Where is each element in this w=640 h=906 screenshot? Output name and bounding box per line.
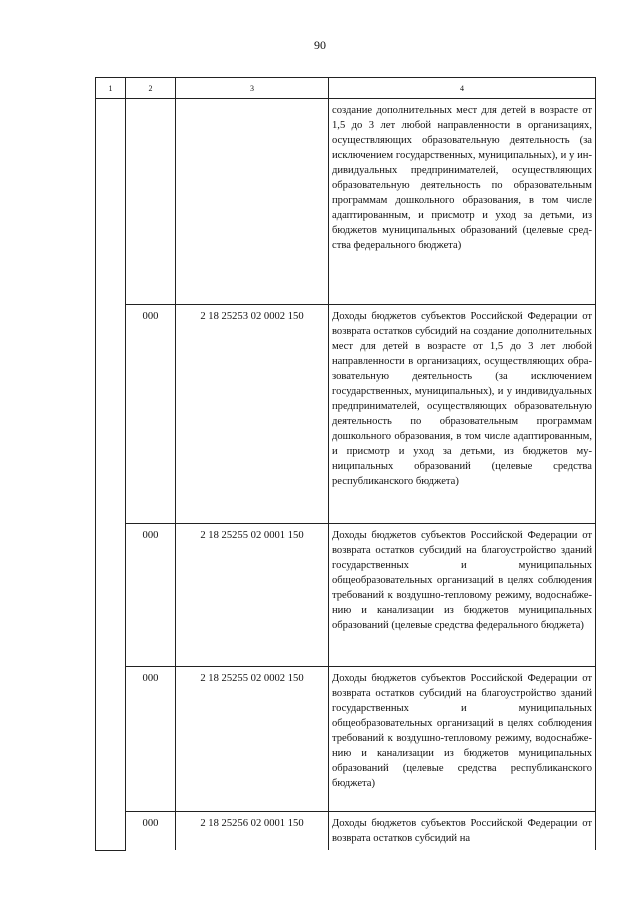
admin-code-cell: 000	[126, 667, 176, 812]
budget-code-cell: 2 18 25256 02 0001 150	[176, 812, 329, 851]
description-cell: Доходы бюджетов субъектов Российской Федерации от возврата остатков субсидий на благоустройство зданий государственных и муниципальных общеобразовательных организаций в целях соблюдения требований к воздушно-тепловому режиму, водоснабжению и канализации из бюджетов муниципальных образований (целевые средства республиканского бюджета)	[329, 667, 596, 812]
description-cell: Доходы бюджетов субъектов Российской Федерации от возврата остатков субсидий на	[329, 812, 596, 851]
page-number: 90	[314, 38, 326, 52]
admin-code-cell: 000	[126, 524, 176, 667]
column-1-empty-cell	[96, 99, 126, 851]
admin-code-cell: 000	[126, 812, 176, 851]
column-header-2: 2	[126, 78, 176, 99]
table-row	[96, 99, 596, 305]
budget-code-cell: 2 18 25255 02 0002 150	[176, 667, 329, 812]
table-row	[96, 667, 596, 812]
budget-revenue-table	[95, 77, 596, 851]
table-header-row	[96, 78, 596, 99]
admin-code-cell: 000	[126, 305, 176, 524]
table-row	[96, 812, 596, 851]
admin-code-cell	[126, 99, 176, 305]
table-row	[96, 305, 596, 524]
description-cell: создание дополнительных мест для детей в возрасте от 1,5 до 3 лет любой направленности в организациях, осуществляющих образовательную деятельность (за исключением государственных, муниципальных), и у индивидуальных предпринимателей, осуществляющих образовательную деятельность по образовательным программам дошкольного образования, в том числе адаптированным, и присмотр и уход за детьми, из бюджетов муниципальных образований (целевые средства федерального бюджета)	[329, 99, 596, 305]
column-header-4: 4	[329, 78, 596, 99]
budget-code-cell: 2 18 25255 02 0001 150	[176, 524, 329, 667]
table-row	[96, 524, 596, 667]
budget-code-cell	[176, 99, 329, 305]
description-cell: Доходы бюджетов субъектов Российской Федерации от возврата остатков субсидий на создание дополнительных мест для детей в возрасте от 1,5 до 3 лет любой направленности в организациях, осуществляющих образовательную деятельность (за исключением государственных, муниципальных), и у индивидуальных предпринимателей, осуществляющих образовательную деятельность по образовательным программам дошкольного образования, в том числе адаптированным, и присмотр и уход за детьми, из бюджетов муниципальных образований (целевые средства республиканского бюджета)	[329, 305, 596, 524]
column-header-1: 1	[96, 78, 126, 99]
description-cell: Доходы бюджетов субъектов Российской Федерации от возврата остатков субсидий на благоустройство зданий государственных и муниципальных общеобразовательных организаций в целях соблюдения требований к воздушно-тепловому режиму, водоснабжению и канализации из бюджетов муниципальных образований (целевые средства федерального бюджета)	[329, 524, 596, 667]
budget-code-cell: 2 18 25253 02 0002 150	[176, 305, 329, 524]
column-header-3: 3	[176, 78, 329, 99]
